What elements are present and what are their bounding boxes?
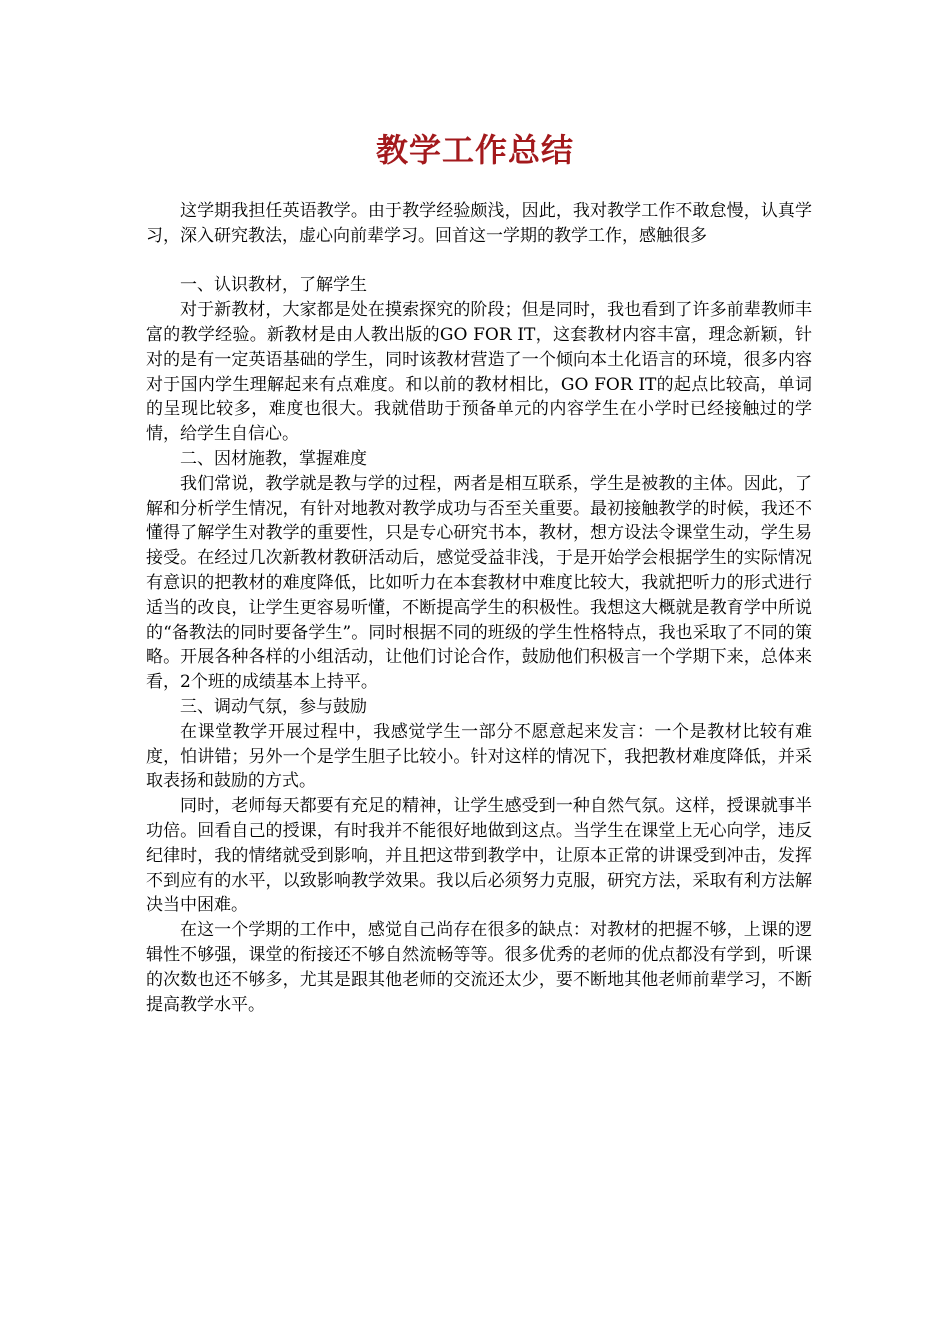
- section-1-paragraph: 对于新教材，大家都是处在摸索探究的阶段；但是同时，我也看到了许多前辈教师丰富的教学经验。新教材是由人教出版的GO FOR IT，这套教材内容丰富，理念新颖，针对的是有一定英语基础的学生，同时该教材营造了一个倾向本土化语言的环境，很多内容对于国内学生理解起来有点难度。和以前的教材相比，GO FOR IT的起点比较高，单词的呈现比较多，难度也很大。我就借助于预备单元的内容学生在小学时已经接触过的学情，给学生自信心。: [146, 300, 812, 445]
- section-2-paragraph: 我们常说，教学就是教与学的过程，两者是相互联系，学生是被教的主体。因此，了解和分析学生情况，有针对地教对教学成功与否至关重要。最初接触教学的时候，我还不懂得了解学生对教学的重要性，只是专心研究书本，教材，想方设法令课堂生动，学生易接受。在经过几次新教材教研活动后，感觉受益非浅，于是开始学会根据学生的实际情况有意识的把教材的难度降低，比如听力在本套教材中难度比较大，我就把听力的形式进行适当的改良，让学生更容易听懂，不断提高学生的积极性。我想这大概就是教育学中所说的“备教法的同时要备学生”。同时根据不同的班级的学生性格特点，我也采取了不同的策略。开展各种各样的小组活动，让他们讨论合作，鼓励他们积极言一个学期下来，总体来看，2个班的成绩基本上持平。: [146, 473, 812, 693]
- section-heading-3: 三、调动气氛，参与鼓励: [180, 696, 367, 717]
- document-title: 教学工作总结: [375, 131, 574, 169]
- intro-paragraph: 这学期我担任英语教学。由于教学经验颇浅，因此，我对教学工作不敢怠慢，认真学习，深入研究教法，虚心向前辈学习。回首这一学期的教学工作，感触很多: [146, 201, 812, 246]
- section-heading-1: 一、认识教材，了解学生: [180, 275, 367, 296]
- document-body: [146, 199, 812, 1017]
- section-3-paragraph-2: 同时，老师每天都要有充足的精神，让学生感受到一种自然气氛。这样，授课就事半功倍。回看自己的授课，有时我并不能很好地做到这点。当学生在课堂上无心向学，违反纪律时，我的情绪就受到影响，并且把这带到教学中，让原本正常的讲课受到冲击，发挥不到应有的水平，以致影响教学效果。我以后必须努力克服，研究方法，采取有利方法解决当中困难。: [146, 796, 812, 916]
- section-3-paragraph-1: 在课堂教学开展过程中，我感觉学生一部分不愿意起来发言：一个是教材比较有难度，怕讲错；另外一个是学生胆子比较小。针对这样的情况下，我把教材难度降低，并采取表扬和鼓励的方式。: [146, 721, 812, 792]
- closing-paragraph: 在这一个学期的工作中，感觉自己尚存在很多的缺点：对教材的把握不够，上课的逻辑性不够强，课堂的衔接还不够自然流畅等等。很多优秀的老师的优点都没有学到，听课的次数也还不够多，尤其是跟其他老师的交流还太少，要不断地其他老师前辈学习，不断提高教学水平。: [146, 920, 812, 1015]
- section-heading-2: 二、因材施教，掌握难度: [180, 448, 367, 469]
